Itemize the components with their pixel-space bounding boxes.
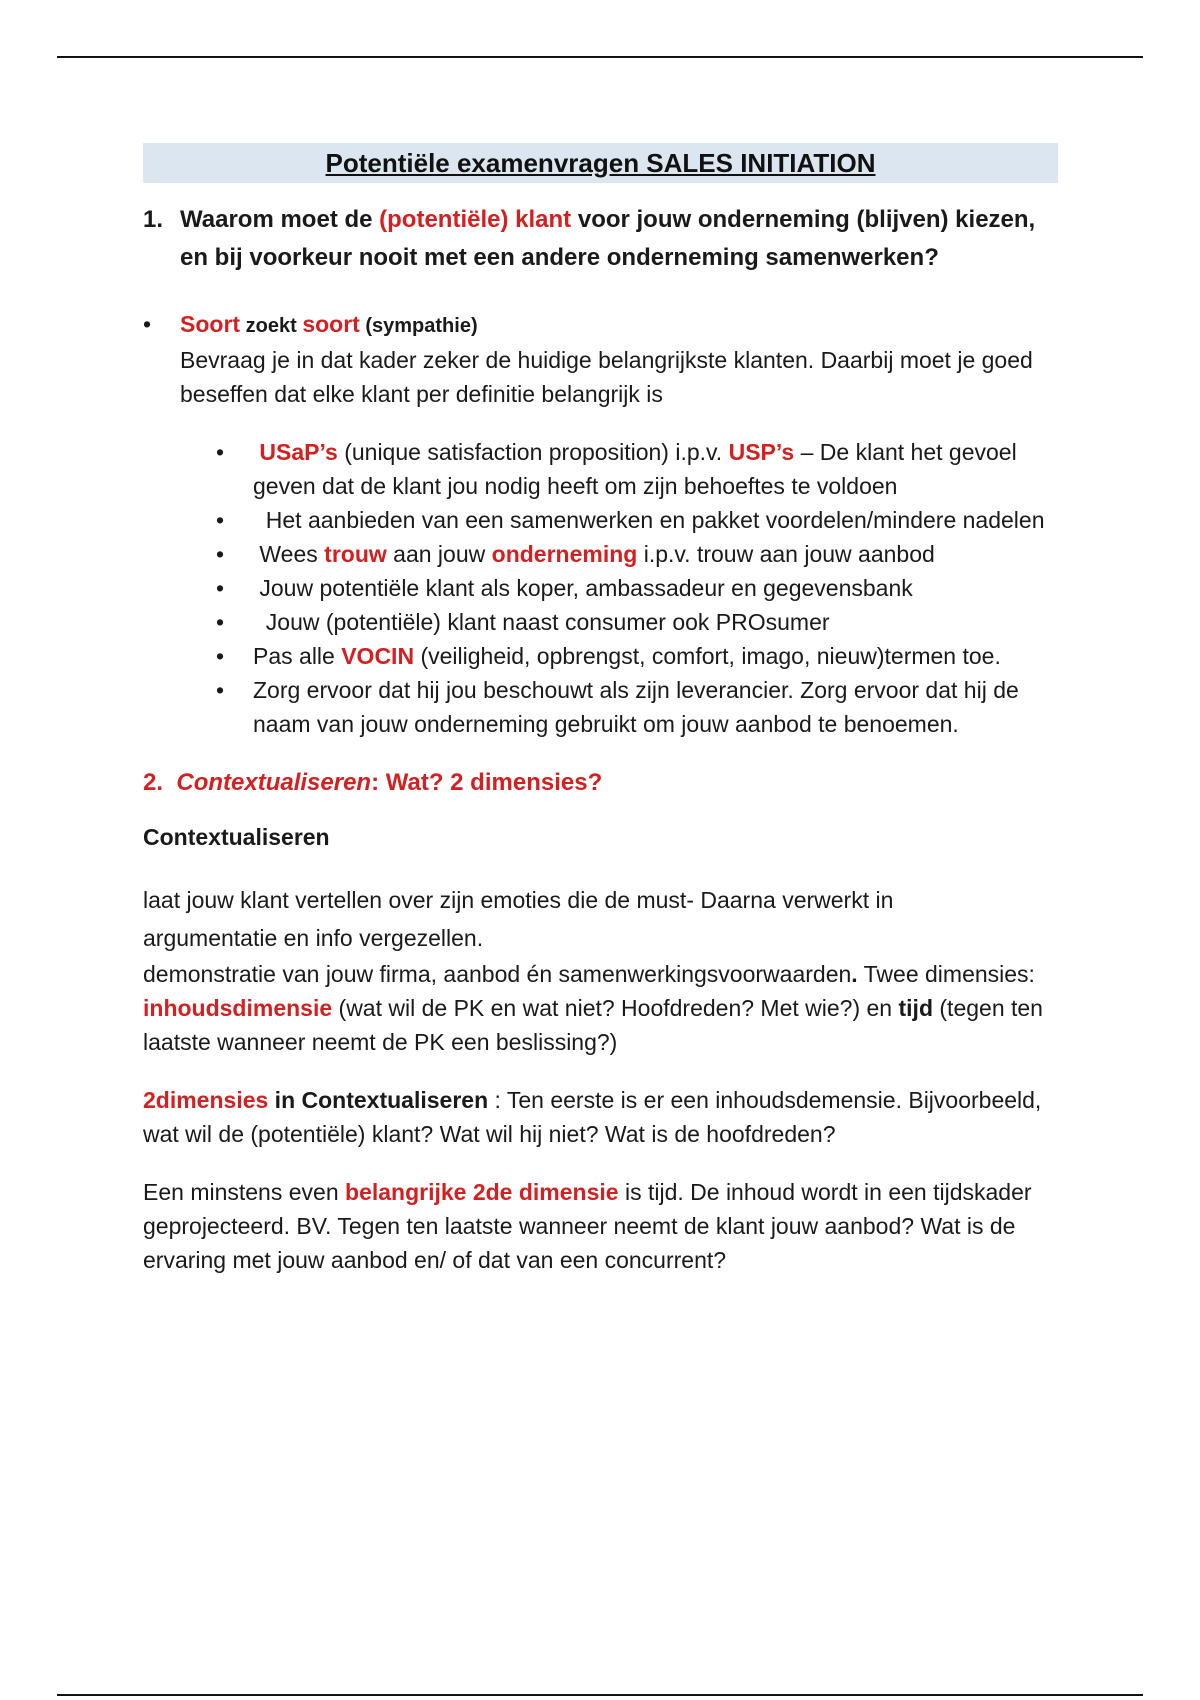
bullet-icon: •	[216, 643, 225, 669]
highlight-word: Soort	[180, 311, 241, 337]
question-1	[143, 201, 1058, 277]
document-page	[143, 143, 1058, 1277]
paragraph: demonstratie van jouw firma, aanbod én samenwerkingsvoorwaarden. Twee dimensies: inhoudsdimensie (wat wil de PK en wat niet? Hoofdreden? Met wie?) en tijd (tegen ten laatste wanneer neemt de PK een beslissing?)	[143, 961, 1043, 1055]
sub-bullet-list	[180, 435, 1058, 741]
document-title: Potentiële examenvragen SALES INITIATION	[143, 143, 1058, 183]
question-number: 1.	[143, 206, 164, 233]
list-item: • Wees trouw aan jouw onderneming i.p.v. trouw aan jouw aanbod	[253, 537, 1058, 571]
bullet-icon: •	[216, 677, 225, 703]
heading-text: (sympathie)	[359, 315, 478, 337]
bullet-icon: •	[143, 311, 152, 337]
question-text: : Wat? 2 dimensies?	[371, 769, 603, 796]
list-item: • USaP’s (unique satisfaction proposition) i.p.v. USP’s – De klant het gevoel geven dat de klant jou nodig heeft om zijn behoeftes te voldoen	[253, 435, 1058, 503]
main-bullet-item	[143, 307, 1058, 741]
list-item: • Zorg ervoor dat hij jou beschouwt als zijn leverancier. Zorg ervoor dat hij de naam van jouw onderneming gebruikt om jouw aanbod te benoemen.	[253, 673, 1058, 741]
list-item: • Jouw (potentiële) klant naast consumer ook PROsumer	[253, 605, 1058, 639]
question-text: voor jouw onderneming (blijven) kiezen, en bij voorkeur nooit met een andere onderneming samenwerken?	[180, 206, 1036, 271]
question-number: 2.	[143, 769, 164, 796]
main-bullet-heading	[180, 307, 1058, 343]
question-2	[143, 765, 1058, 801]
list-item: • Pas alle VOCIN (veiligheid, opbrengst, comfort, imago, nieuw)termen toe.	[253, 639, 1058, 673]
heading-text: zoekt	[240, 315, 303, 337]
bullet-icon: •	[216, 507, 225, 533]
question-text: Waarom moet de	[180, 206, 380, 233]
bullet-icon: •	[216, 439, 225, 465]
paragraph: 2dimensies in Contextualiseren : Ten eerste is er een inhoudsdemensie. Bijvoorbeeld, wat wil de (potentiële) klant? Wat wil hij niet? Wat is de hoofdreden?	[143, 1087, 1042, 1147]
bullet-icon: •	[216, 575, 225, 601]
section-heading: Contextualiseren	[143, 824, 330, 850]
main-bullet-body: Bevraag je in dat kader zeker de huidige belangrijkste klanten. Daarbij moet je goed beseffen dat elke klant per definitie belangrijk is	[180, 347, 1033, 407]
question-term: Contextualiseren	[176, 769, 372, 796]
bullet-icon: •	[216, 609, 225, 635]
header-rule	[57, 56, 1143, 58]
list-item: • Jouw potentiële klant als koper, ambassadeur en gegevensbank	[253, 571, 1058, 605]
highlight-word: soort	[302, 311, 360, 337]
paragraph: laat jouw klant vertellen over zijn emoties die de must- Daarna verwerkt in argumentatie en info vergezellen.	[143, 887, 894, 951]
list-item: • Het aanbieden van een samenwerken en pakket voordelen/mindere nadelen	[253, 503, 1058, 537]
footer-rule	[57, 1694, 1143, 1696]
paragraph: Een minstens even belangrijke 2de dimensie is tijd. De inhoud wordt in een tijdskader geprojecteerd. BV. Tegen ten laatste wanneer neemt de klant jouw aanbod? Wat is de ervaring met jouw aanbod en/ of dat van een concurrent?	[143, 1179, 1032, 1273]
question-highlight: (potentiële) klant	[379, 206, 572, 233]
bullet-icon: •	[216, 541, 225, 567]
